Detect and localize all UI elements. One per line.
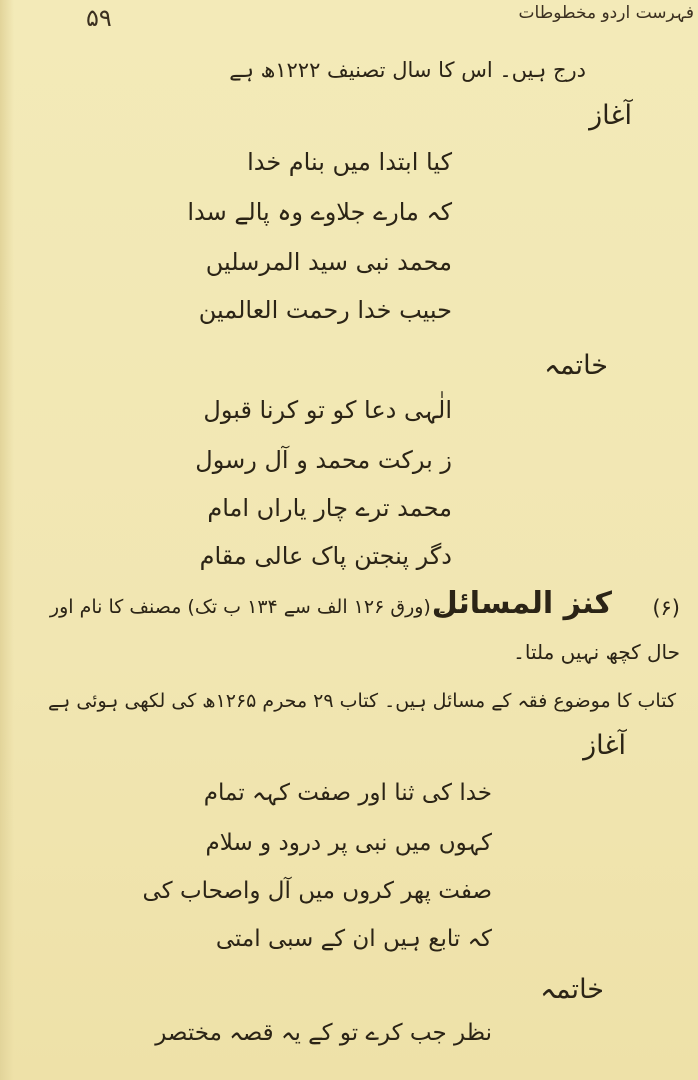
entry-details: ۔ (ورق ۱۲۶ الف سے ۱۳۴ ب تک) مصنف کا نام اور: [49, 596, 448, 618]
khatima-verse-1-1: الٰہی دعا کو تو کرنا قبول: [203, 396, 452, 424]
entry-title: کنز المسائل: [431, 586, 612, 621]
aghaz-heading-1: آغاز: [589, 100, 632, 131]
aghaz-heading-2: آغاز: [583, 730, 626, 761]
entry-details-cont: حال کچھ نہیں ملتا۔: [513, 640, 680, 664]
running-title: فہرست اردو مخطوطات: [518, 3, 694, 23]
khatima-verse-2-1: نظر جب کرے تو کے یہ قصہ مختصر: [155, 1020, 492, 1046]
aghaz-verse-2-3: صفت پھر کروں میں آل واصحاب کی: [142, 878, 492, 904]
khatima-verse-1-4: دگر پنجتن پاک عالی مقام: [199, 542, 452, 570]
entry-number: (۶): [652, 596, 680, 620]
intro-line: درج ہیں۔ اس کا سال تصنیف ۱۲۲۲ھ ہے: [229, 58, 586, 82]
aghaz-verse-1-4: حبیب خدا رحمت العالمین: [198, 296, 452, 324]
khatima-heading-1: خاتمہ: [544, 350, 608, 381]
aghaz-verse-1-1: کیا ابتدا میں بنام خدا: [247, 148, 452, 176]
khatima-verse-1-2: ز برکت محمد و آل رسول: [195, 446, 452, 474]
aghaz-verse-2-1: خدا کی ثنا اور صفت کہہ تمام: [203, 780, 492, 806]
page-number: ۵۹: [86, 4, 112, 32]
khatima-heading-2: خاتمہ: [540, 974, 604, 1005]
aghaz-verse-2-4: کہ تابع ہیں ان کے سبی امتی: [215, 926, 492, 952]
aghaz-verse-1-2: کہ مارے جلاوے وہ پالے سدا: [187, 198, 452, 226]
khatima-verse-1-3: محمد ترے چار یاراں امام: [207, 494, 452, 522]
aghaz-verse-1-3: محمد نبی سید المرسلیں: [205, 248, 452, 276]
aghaz-verse-2-2: کہوں میں نبی پر درود و سلام: [205, 830, 492, 856]
entry-description: کتاب کا موضوع فقہ کے مسائل ہیں۔ کتاب ۲۹ محرم ۱۲۶۵ھ کی لکھی ہوئی ہے: [48, 690, 676, 712]
